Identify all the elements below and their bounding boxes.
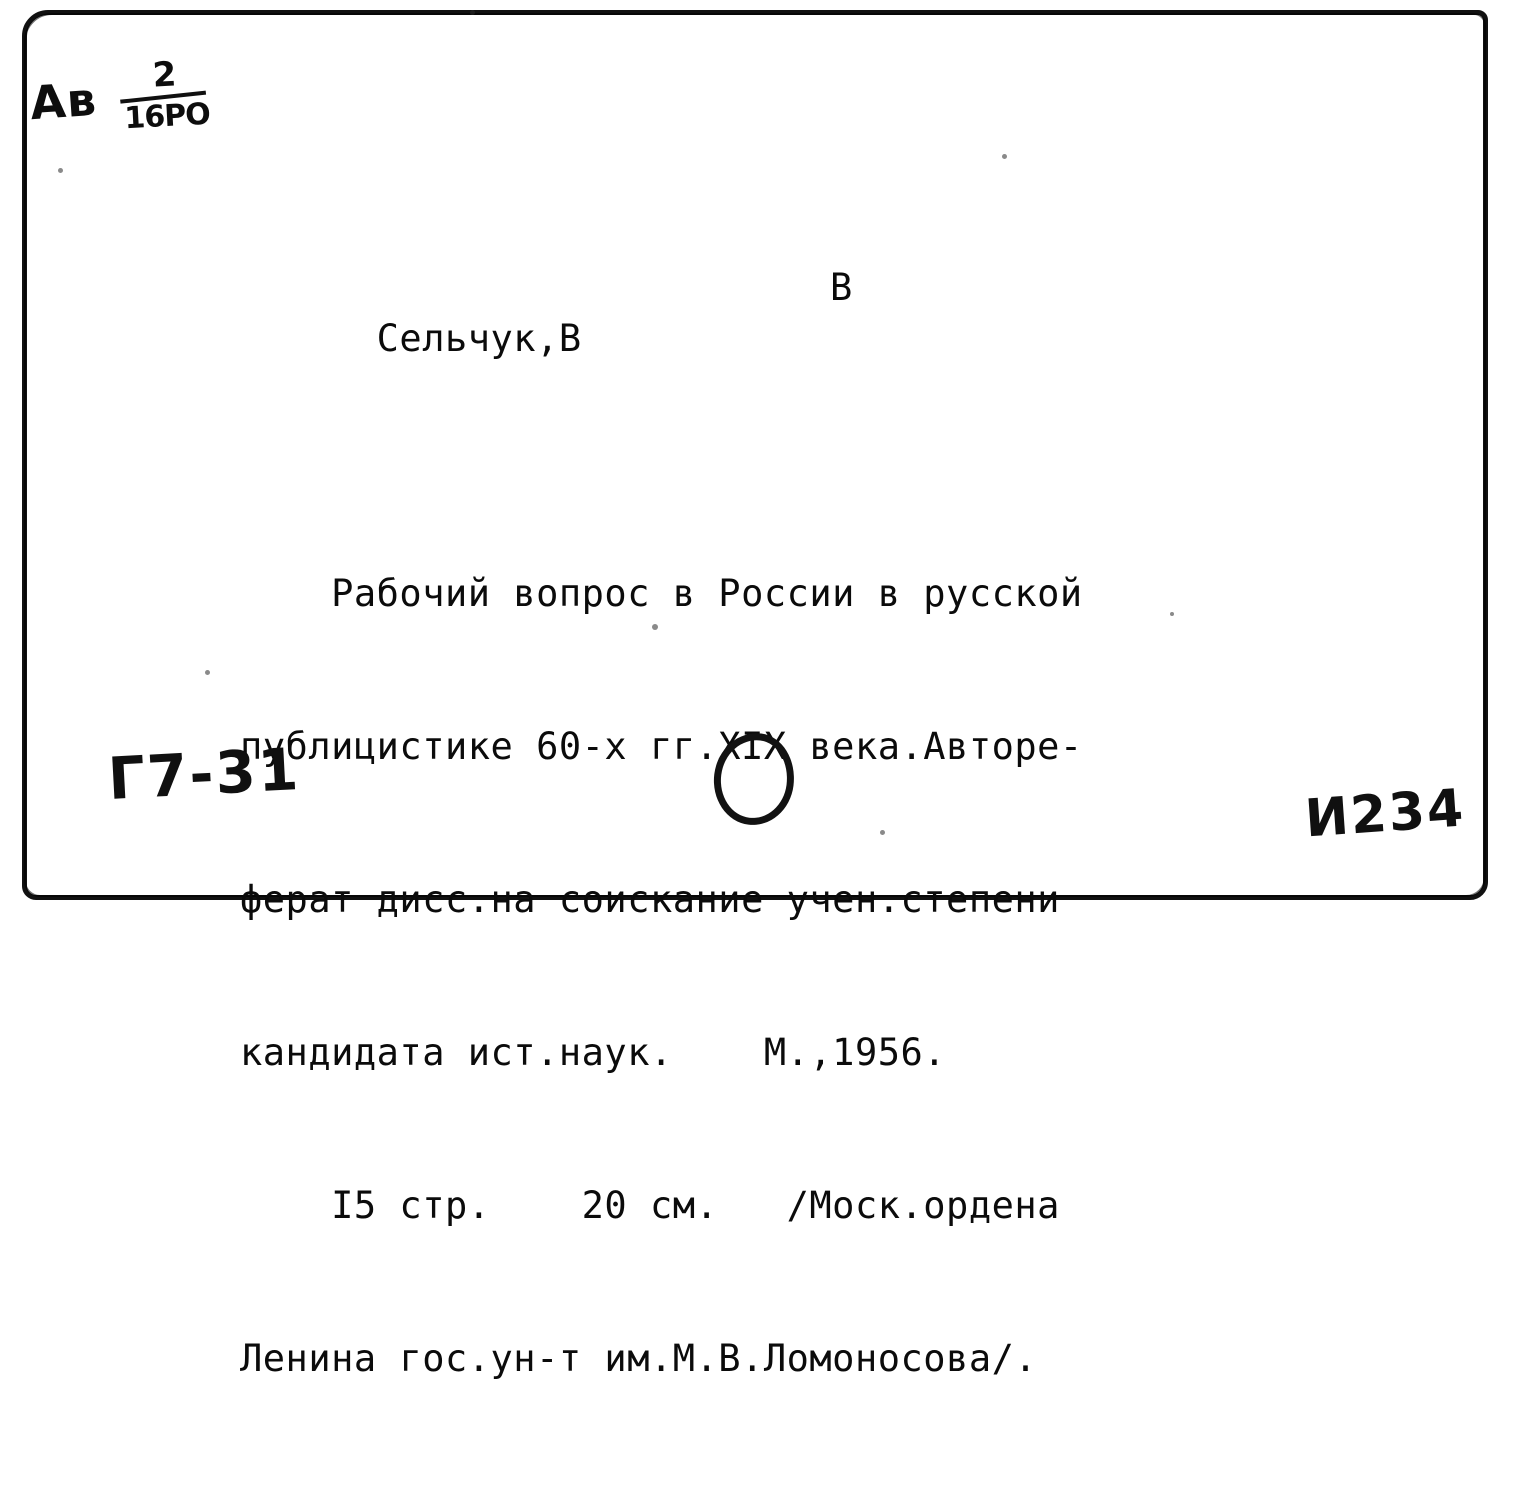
author-line <box>240 262 1420 466</box>
collation-line: I5 стр. 20 см. /Моск.ордена <box>240 1184 1060 1227</box>
imprint-line: кандидата ист.наук. М.,1956. <box>240 1031 947 1074</box>
shelfmark-denominator: 16РО <box>123 96 211 136</box>
scan-speck <box>652 624 658 630</box>
title-line-1: Рабочий вопрос в России в русской <box>240 572 1083 615</box>
bibliographic-record <box>240 160 1420 1486</box>
scan-speck <box>1170 612 1174 616</box>
shelfmark-numerator: 2 <box>151 54 179 96</box>
scan-speck <box>58 168 63 173</box>
title-line-3: ферат дисс.на соискание учен.степени <box>240 878 1060 921</box>
title-line-2: публицистике 60-х гг.XIX века.Авторе- <box>240 725 1083 768</box>
scan-speck <box>205 670 210 675</box>
scan-speck <box>880 830 885 835</box>
scan-speck <box>470 10 475 15</box>
accession-number: И234 <box>1303 778 1467 850</box>
scan-speck <box>1002 154 1007 159</box>
class-mark: Г7-31 <box>106 735 302 813</box>
author-mark: В <box>830 266 853 309</box>
shelfmark-prefix: Ав <box>28 71 99 131</box>
author-name: Сельчук,В <box>376 317 582 360</box>
shelfmark-fraction <box>116 56 216 135</box>
institution-line: Ленина гос.ун-т им.М.В.Ломоносова/. <box>240 1337 1038 1380</box>
